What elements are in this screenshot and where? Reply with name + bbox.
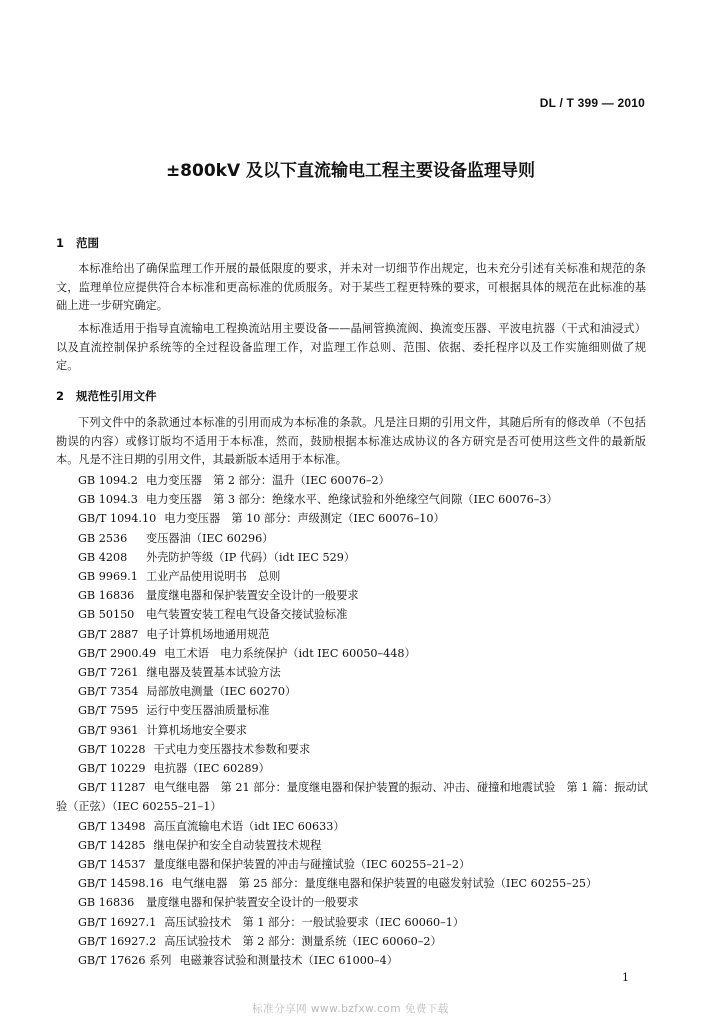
reference-title: 电气装置安装工程电气设备交接试验标准 xyxy=(146,608,348,622)
section-title: 范围 xyxy=(76,236,99,250)
reference-code: GB/T 16927.2 xyxy=(78,934,157,948)
standard-number: DL / T 399 — 2010 xyxy=(539,96,645,110)
reference-item xyxy=(56,817,656,836)
reference-code: GB 9969.1 xyxy=(78,570,138,584)
reference-item xyxy=(56,893,656,912)
section-number: 2 xyxy=(56,389,65,403)
reference-title: 继电保护和安全自动装置技术规程 xyxy=(153,838,322,852)
reference-title: 电气继电器 第 21 部分：量度继电器和保护装置的振动、冲击、碰撞和地震试验 第 1 篇：振动试验（正弦）（IEC 60255–21–1） xyxy=(56,781,648,814)
reference-item xyxy=(56,548,656,567)
reference-item xyxy=(56,701,656,720)
normative-references-paragraph: 下列文件中的条款通过本标准的引用而成为本标准的条款。凡是注日期的引用文件，其随后所有的修改单（不包括勘误的内容）或修订版均不适用于本标准，然而，鼓励根据本标准达成协议的各方研究是否可使用这些文件的最新版本。凡是不注日期的引用文件，其最新版本适用于本标准。 xyxy=(56,416,646,466)
reference-code: GB/T 14537 xyxy=(78,858,146,872)
reference-title: 继电器及装置基本试验方法 xyxy=(146,666,281,680)
reference-list xyxy=(56,471,656,970)
reference-title: 电抗器（IEC 60289） xyxy=(153,762,270,776)
reference-item xyxy=(56,951,656,970)
reference-item xyxy=(56,586,656,605)
reference-item xyxy=(56,913,656,932)
reference-title: 干式电力变压器技术参数和要求 xyxy=(153,742,311,756)
reference-title: 运行中变压器油质量标准 xyxy=(146,704,270,718)
page-number: 1 xyxy=(622,971,629,984)
reference-item xyxy=(56,625,656,644)
reference-code: GB/T 14285 xyxy=(78,838,146,852)
reference-code: GB 50150 xyxy=(78,608,135,622)
reference-code: GB/T 10229 xyxy=(78,762,146,776)
reference-title: 电磁兼容试验和测量技术（IEC 61000–4） xyxy=(179,954,398,968)
reference-code: GB 2536 xyxy=(78,531,128,545)
reference-title: 变压器油（IEC 60296） xyxy=(146,531,274,545)
reference-item xyxy=(56,644,656,663)
reference-code: GB/T 13498 xyxy=(78,819,146,833)
reference-code: GB/T 17626 系列 xyxy=(78,954,172,968)
reference-item xyxy=(56,759,656,778)
reference-item xyxy=(56,529,656,548)
reference-code: GB 4208 xyxy=(78,550,128,564)
reference-title: 量度继电器和保护装置安全设计的一般要求 xyxy=(146,589,359,603)
reference-title: 电力变压器 第 3 部分：绝缘水平、绝缘试验和外绝缘空气间隙（IEC 60076–3） xyxy=(146,493,558,507)
reference-item xyxy=(56,836,656,855)
reference-code: GB/T 11287 xyxy=(78,781,146,795)
reference-item xyxy=(56,932,656,951)
reference-title: 电工术语 电力系统保护（idt IEC 60050–448） xyxy=(164,646,416,660)
reference-title: 计算机场地安全要求 xyxy=(146,723,248,737)
section-1-heading xyxy=(56,235,99,251)
reference-code: GB/T 16927.1 xyxy=(78,915,157,929)
reference-item xyxy=(56,721,656,740)
reference-title: 电子计算机场地通用规范 xyxy=(146,627,270,641)
reference-title: 高压试验技术 第 1 部分：一般试验要求（IEC 60060–1） xyxy=(164,915,465,929)
reference-code: GB 16836 xyxy=(78,896,135,910)
reference-item xyxy=(56,567,656,586)
reference-code: GB/T 10228 xyxy=(78,742,146,756)
reference-item xyxy=(56,663,656,682)
reference-title: 工业产品使用说明书 总则 xyxy=(146,570,281,584)
section-number: 1 xyxy=(56,236,65,250)
reference-code: GB/T 7595 xyxy=(78,704,139,718)
reference-item xyxy=(56,490,656,509)
reference-title: 量度继电器和保护装置的冲击与碰撞试验（IEC 60255–21–2） xyxy=(153,858,471,872)
reference-code: GB/T 9361 xyxy=(78,723,139,737)
reference-item xyxy=(56,682,656,701)
reference-item xyxy=(56,740,656,759)
reference-code: GB/T 14598.16 xyxy=(78,877,164,891)
section-2-heading xyxy=(56,388,157,404)
reference-item xyxy=(56,509,656,528)
reference-item xyxy=(56,874,656,893)
reference-title: 电力变压器 第 10 部分：声级测定（IEC 60076–10） xyxy=(164,512,445,526)
reference-item xyxy=(56,855,656,874)
reference-title: 电气继电器 第 25 部分：量度继电器和保护装置的电磁发射试验（IEC 60255–25） xyxy=(171,877,598,891)
reference-code: GB 16836 xyxy=(78,589,135,603)
footer-watermark: 标准分享网 www.bzfxw.com 免费下载 xyxy=(252,1003,449,1015)
reference-title: 高压直流输电术语（idt IEC 60633） xyxy=(153,819,345,833)
reference-code: GB/T 7261 xyxy=(78,666,139,680)
reference-item xyxy=(56,778,656,816)
reference-code: GB/T 1094.10 xyxy=(78,512,157,526)
reference-title: 高压试验技术 第 2 部分：测量系统（IEC 60060–2） xyxy=(164,934,442,948)
section-title: 规范性引用文件 xyxy=(76,389,157,403)
reference-title: 电力变压器 第 2 部分：温升（IEC 60076–2） xyxy=(146,474,390,487)
reference-title: 局部放电测量（IEC 60270） xyxy=(146,685,297,699)
reference-item xyxy=(56,471,656,490)
reference-code: GB/T 2900.49 xyxy=(78,646,157,660)
reference-code: GB/T 7354 xyxy=(78,685,139,699)
reference-title: 外壳防护等级（IP 代码）（idt IEC 529） xyxy=(146,550,356,564)
document-title: ±800kV 及以下直流输电工程主要设备监理导则 xyxy=(165,161,536,181)
reference-code: GB/T 2887 xyxy=(78,627,139,641)
reference-code: GB 1094.2 xyxy=(78,474,138,487)
scope-paragraph-2: 本标准适用于指导直流输电工程换流站用主要设备——晶闸管换流阀、换流变压器、平波电抗器（干式和油浸式）以及直流控制保护系统等的全过程设备监理工作，对监理工作总则、范围、依据、委托程序以及工作实施细则做了规定。 xyxy=(56,322,646,372)
scope-paragraph-1: 本标准给出了确保监理工作开展的最低限度的要求，并未对一切细节作出规定，也未充分引述有关标准和规范的条文，监理单位应提供符合本标准和更高标准的优质服务。对于某些工程更特殊的要求，可根据具体的规范在此标准的基础上进一步研究确定。 xyxy=(56,262,646,312)
reference-item xyxy=(56,605,656,624)
reference-title: 量度继电器和保护装置安全设计的一般要求 xyxy=(146,896,359,910)
reference-code: GB 1094.3 xyxy=(78,493,138,507)
